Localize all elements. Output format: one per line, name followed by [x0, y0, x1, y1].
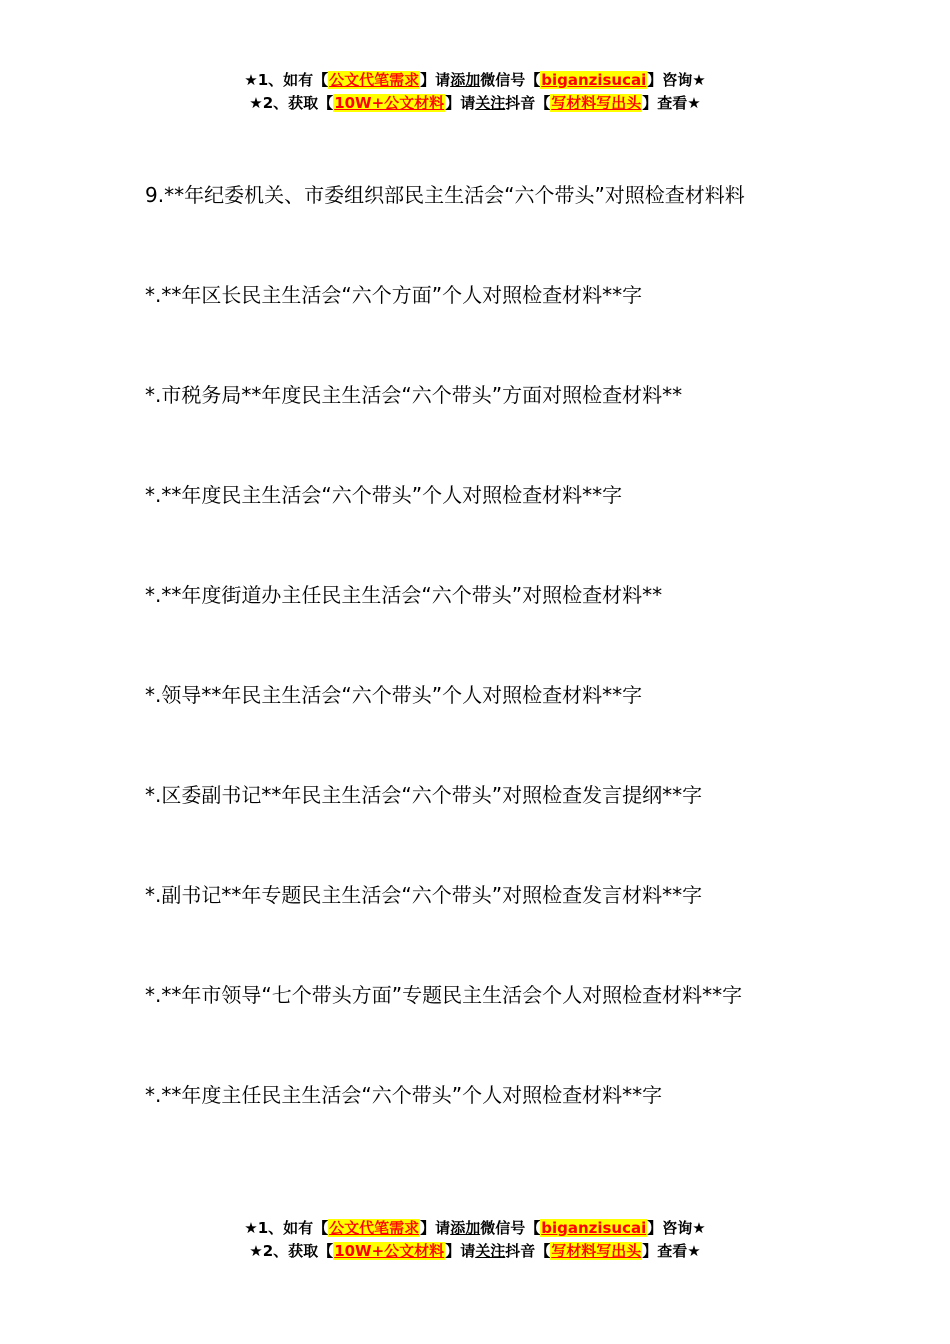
banner-text: 】查看★ — [642, 94, 701, 112]
list-item: 9.**年纪委机关、市委组织部民主生活会“六个带头”对照检查材料料 — [145, 183, 745, 207]
banner-text: 】查看★ — [642, 1242, 701, 1260]
banner-line-1 — [0, 1217, 950, 1240]
list-item: *.**年市领导“七个带头方面”专题民主生活会个人对照检查材料**字 — [145, 983, 743, 1007]
banner-text: 】请 — [420, 71, 451, 89]
banner-underlined: 添加 — [450, 71, 481, 89]
banner-line-1 — [0, 69, 950, 92]
banner-text: 微信号【 — [480, 1219, 541, 1237]
banner-underlined: 关注 — [475, 1242, 506, 1260]
banner-highlight: biganzisucai — [541, 71, 647, 89]
banner-text: ★2、获取【 — [249, 94, 334, 112]
banner-highlight: biganzisucai — [541, 1219, 647, 1237]
banner-highlight: 写材料写出头 — [551, 1242, 642, 1260]
banner-text: 抖音【 — [505, 1242, 551, 1260]
banner-highlight: 10W+公文材料 — [334, 1242, 445, 1260]
list-item: *.**年区长民主生活会“六个方面”个人对照检查材料**字 — [145, 283, 643, 307]
banner-line-2 — [0, 1240, 950, 1263]
list-item: *.**年度街道办主任民主生活会“六个带头”对照检查材料** — [145, 583, 663, 607]
list-item: *.领导**年民主生活会“六个带头”个人对照检查材料**字 — [145, 683, 643, 707]
footer-banner — [0, 1217, 950, 1263]
banner-text: 】请 — [445, 1242, 476, 1260]
banner-text: 】咨询★ — [647, 1219, 706, 1237]
banner-text: 】请 — [445, 94, 476, 112]
banner-highlight: 10W+公文材料 — [334, 94, 445, 112]
list-item: *.副书记**年专题民主生活会“六个带头”对照检查发言材料**字 — [145, 883, 703, 907]
banner-text: 】咨询★ — [647, 71, 706, 89]
document-body — [145, 170, 810, 1120]
banner-underlined: 添加 — [450, 1219, 481, 1237]
banner-underlined: 关注 — [475, 94, 506, 112]
list-item: *.市税务局**年度民主生活会“六个带头”方面对照检查材料** — [145, 383, 683, 407]
header-banner — [0, 69, 950, 115]
banner-text: ★2、获取【 — [249, 1242, 334, 1260]
banner-highlight: 写材料写出头 — [551, 94, 642, 112]
list-item: *.**年度主任民主生活会“六个带头”个人对照检查材料**字 — [145, 1083, 663, 1107]
banner-text: 抖音【 — [505, 94, 551, 112]
banner-highlight: 公文代笔需求 — [329, 1219, 420, 1237]
banner-text: ★1、如有【 — [244, 71, 329, 89]
banner-text: 】请 — [420, 1219, 451, 1237]
banner-text: ★1、如有【 — [244, 1219, 329, 1237]
list-item: *.区委副书记**年民主生活会“六个带头”对照检查发言提纲**字 — [145, 783, 703, 807]
list-item: *.**年度民主生活会“六个带头”个人对照检查材料**字 — [145, 483, 623, 507]
banner-line-2 — [0, 92, 950, 115]
banner-text: 微信号【 — [480, 71, 541, 89]
banner-highlight: 公文代笔需求 — [329, 71, 420, 89]
